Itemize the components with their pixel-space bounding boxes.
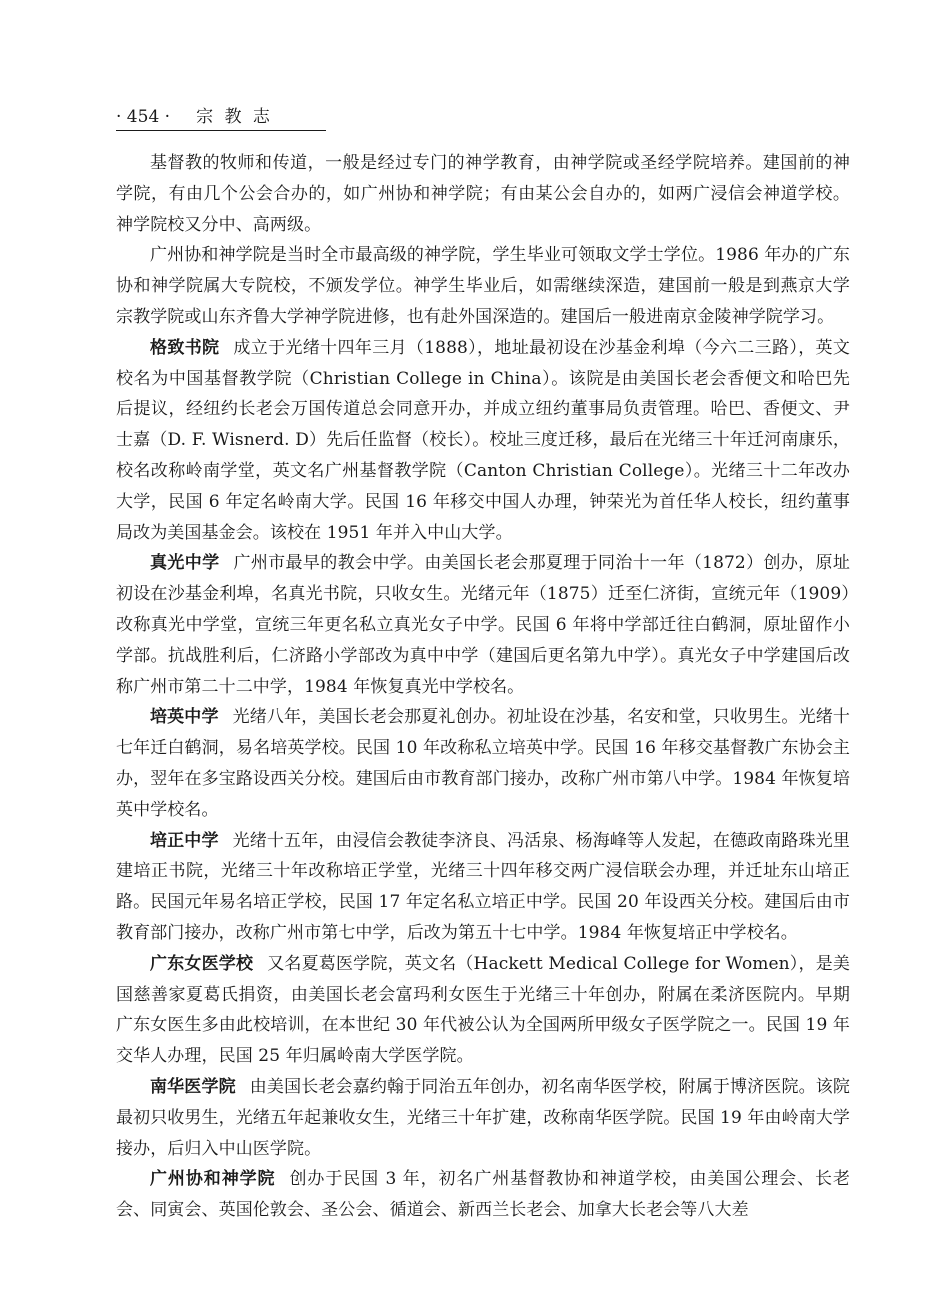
entry-text: 广州市最早的教会中学。由美国长老会那夏理于同治十一年（1872）创办，原址初设在沙基金利埠，名真光书院，只收女生。光绪元年（1875）迁至仁济街，宣统元年（1909）改称真光中学堂，宣统三年更名私立真光女子中学。民国 6 年将中学部迁往白鹤洞，原址留作小学部。抗战胜利后，仁济路小学部改为真中中学（建国后更名第九中学）。真光女子中学建国后改称广州市第二十二中学，1984 年恢复真光中学校名。	[116, 553, 850, 697]
entry-peiying-school	[116, 702, 850, 825]
entry-women-medical-school	[116, 949, 850, 1072]
page-number: · 454 ·	[116, 107, 171, 127]
entry-term: 培英中学	[150, 707, 219, 728]
body-text	[116, 148, 850, 1226]
paragraph-intro-seminaries	[116, 148, 850, 240]
entry-term: 格致书院	[150, 337, 220, 358]
entry-text: 又名夏葛医学院，英文名（Hackett Medical College for Women），是美国慈善家夏葛氏捐资，由美国长老会富玛利女医生于光绪三十年创办，附属在柔济医院内。早期广东女医生多由此校培训，在本世纪 30 年代被公认为全国两所甲级女子医学院之一。民国 19 年交华人办理，民国 25 年归属岭南大学医学院。	[116, 953, 850, 1067]
section-title: 宗 教 志	[196, 107, 273, 127]
entry-term: 广东女医学校	[150, 953, 254, 974]
page-header	[116, 104, 326, 131]
entry-term: 广州协和神学院	[150, 1169, 276, 1190]
entry-nanhua-medical-college	[116, 1072, 850, 1164]
entry-gezhi-college	[116, 333, 850, 549]
entry-term: 培正中学	[150, 830, 219, 851]
entry-zhenguang-school	[116, 548, 850, 702]
entry-text: 成立于光绪十四年三月（1888），地址最初设在沙基金利埠（今六二三路），英文校名为中国基督教学院（Christian College in China）。该院是由美国长老会香便文和哈巴先后提议，经纽约长老会万国传道总会同意开办，并成立纽约董事局负责管理。哈巴、香便文、尹士嘉（D. F. Wisnerd. D）先后任监督（校长）。校址三度迁移，最后在光绪三十年迁河南康乐，校名改称岭南学堂，英文名广州基督教学院（Canton Christian College）。光绪三十二年改办大学，民国 6 年定名岭南大学。民国 16 年移交中国人办理，钟荣光为首任华人校长，纽约董事局改为美国基金会。该校在 1951 年并入中山大学。	[116, 337, 850, 543]
entry-peizheng-school	[116, 826, 850, 949]
entry-union-theological-seminary	[116, 1164, 850, 1226]
paragraph-text: 广州协和神学院是当时全市最高级的神学院，学生毕业可领取文学士学位。1986 年办的广东协和神学院属大专院校，不颁发学位。神学生毕业后，如需继续深造，建国前一般是到燕京大学宗教学院或山东齐鲁大学神学院进修，也有赴外国深造的。建国后一般进南京金陵神学院学习。	[116, 245, 850, 327]
paragraph-union-seminary	[116, 240, 850, 332]
entry-text: 光绪十五年，由浸信会教徒李济良、冯活泉、杨海峰等人发起，在德政南路珠光里建培正书院，光绪三十年改称培正学堂，光绪三十四年移交两广浸信联会办理，并迁址东山培正路。民国元年易名培正学校，民国 17 年定名私立培正中学。民国 20 年设西关分校。建国后由市教育部门接办，改称广州市第七中学，后改为第五十七中学。1984 年恢复培正中学校名。	[116, 830, 850, 943]
paragraph-text: 基督教的牧师和传道，一般是经过专门的神学教育，由神学院或圣经学院培养。建国前的神学院，有由几个公会合办的，如广州协和神学院；有由某公会自办的，如两广浸信会神道学校。神学院校又分中、高两级。	[116, 153, 850, 235]
entry-text: 光绪八年，美国长老会那夏礼创办。初址设在沙基，名安和堂，只收男生。光绪十七年迁白鹤洞，易名培英学校。民国 10 年改称私立培英中学。民国 16 年移交基督教广东协会主办，翌年在多宝路设西关分校。建国后由市教育部门接办，改称广州市第八中学。1984 年恢复培英中学校名。	[116, 707, 850, 820]
entry-text: 创办于民国 3 年，初名广州基督教协和神道学校，由美国公理会、长老会、同寅会、英国伦敦会、圣公会、循道会、新西兰长老会、加拿大长老会等八大差	[116, 1169, 851, 1221]
entry-text: 由美国长老会嘉约翰于同治五年创办，初名南华医学校，附属于博济医院。该院最初只收男生，光绪五年起兼收女生，光绪三十年扩建，改称南华医学院。民国 19 年由岭南大学接办，后归入中山医学院。	[116, 1076, 851, 1159]
entry-term: 真光中学	[150, 553, 220, 574]
entry-term: 南华医学院	[150, 1076, 236, 1097]
